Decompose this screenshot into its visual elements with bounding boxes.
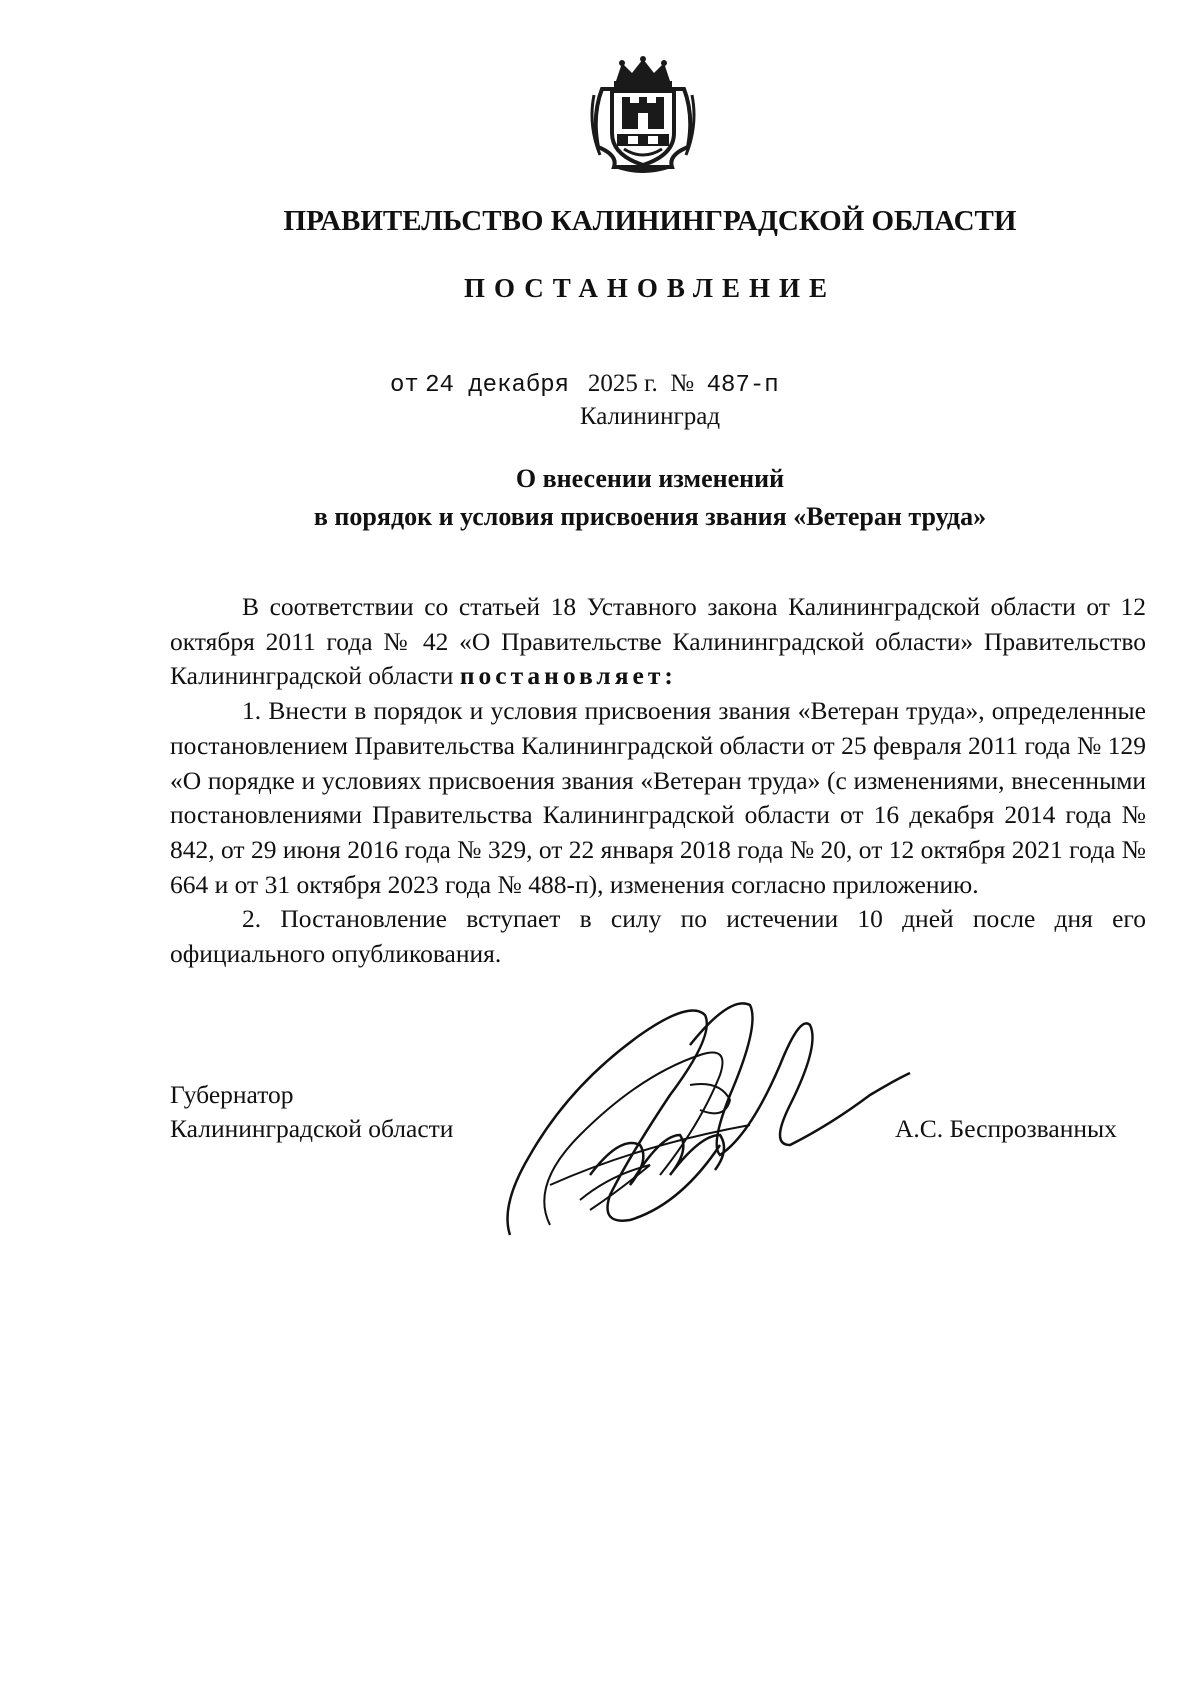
handwritten-signature <box>490 985 920 1245</box>
preamble-text: В соответствии со статьей 18 Уставного закона Калининградской области от 12 октября 2011 года № 42 «О Правительстве Калининградской области» Правительство Калининградской области <box>170 592 1146 691</box>
signatory-position-line-2: Калининградской области <box>170 1114 454 1143</box>
item-1-paragraph: 1. Внести в порядок и условия присвоения звания «Ветеран труда», определенные постановлением Правительства Калининградской области от 25 февраля 2011 года № 129 «О порядке и условиях присвоения звания «Ветеран труда» (с изменениями, внесенными постановлениями Правительства Калининградской области от 16 декабря 2014 года № 842, от 29 июня 2016 года № 329, от 22 января 2018 года № 20, от 12 октября 2021 года № 664 и от 31 октября 2023 года № 488-п), изменения согласно приложению. <box>170 696 1146 899</box>
document-type: ПОСТАНОВЛЕНИЕ <box>463 273 837 303</box>
organization-title: ПРАВИТЕЛЬСТВО КАЛИНИНГРАДСКОЙ ОБЛАСТИ <box>283 205 1017 237</box>
city-name: Калининград <box>579 403 721 430</box>
subject-line-1: О внесении изменений <box>515 464 785 493</box>
date-value: 24 декабря <box>425 372 570 399</box>
document-subject <box>150 460 1150 536</box>
item-2-paragraph: 2. Постановление вступает в силу по истечении 10 дней после дня его официального опубликования. <box>170 904 1146 969</box>
document-city <box>150 403 1150 431</box>
document-date-line <box>390 370 779 399</box>
document-number: 487-п <box>706 372 779 399</box>
signatory-name: А.С. Беспрозванных <box>895 1114 1117 1143</box>
preamble-paragraph <box>170 590 1146 694</box>
date-prefix: от <box>390 372 419 399</box>
number-sign: № <box>670 370 695 397</box>
document-body <box>170 590 1146 972</box>
preamble-keyword: постановляет: <box>459 661 677 691</box>
signatory-position <box>170 1078 453 1146</box>
signatory-position-line-1: Губернатор <box>170 1080 294 1109</box>
subject-line-2: в порядок и условия присвоения звания «Ветеран труда» <box>313 502 987 531</box>
coat-of-arms-icon <box>588 55 698 173</box>
document-year: 2025 г. <box>587 370 658 397</box>
